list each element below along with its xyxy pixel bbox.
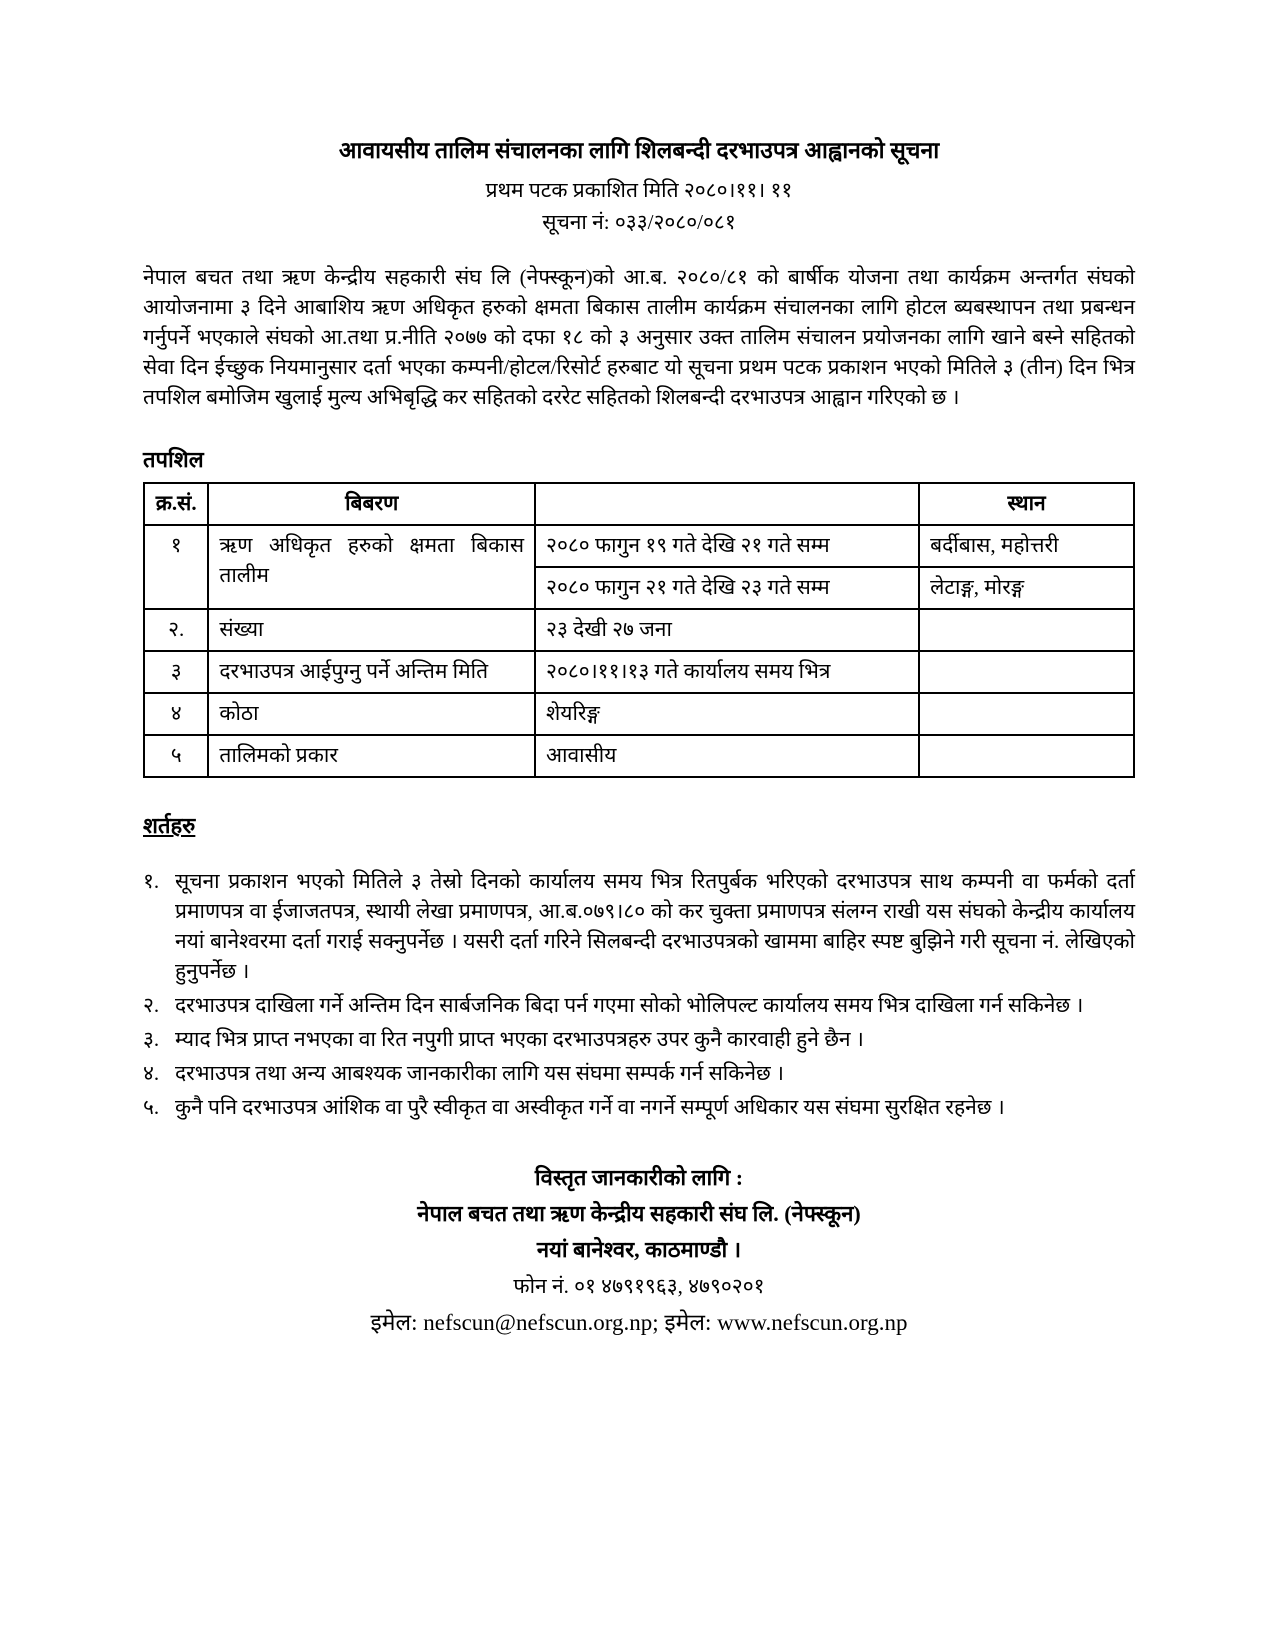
cell-description: संख्या (208, 609, 535, 651)
header-cell-middle (535, 483, 919, 525)
list-item-number: १. (143, 869, 160, 893)
cell-location (919, 693, 1134, 735)
list-item-number: २. (143, 993, 160, 1017)
organization-address: नयां बानेश्वर, काठमाण्डौ । (536, 1237, 742, 1262)
intro-paragraph: नेपाल बचत तथा ऋण केन्द्रीय सहकारी संघ लि (नेफ्स्कून)को आ.ब. २०८०/८१ को बार्षीक योजना तथा कार्यक्रम अन्तर्गत संघको आयोजनामा ३ दिने आबाशिय ऋण अधिकृत हरुको क्षमता बिकास तालीम कार्यक्रम संचालनका लागि होटल ब्यबस्थापन तथा प्रबन्धन गर्नुपर्ने भएकाले संघको आ.तथा प्र.नीति २०७७ को दफा १८ को ३ अनुसार उक्त तालिम संचालन प्रयोजनका लागि खाने बस्ने सहितको सेवा दिन ईच्छुक नियमानुसार दर्ता भएका कम्पनी/होटल/रिसोर्ट हरुबाट यो सूचना प्रथम पटक प्रकाशन भएको मितिले ३ (तीन) दिन भित्र तपशिल बमोजिम खुलाई मुल्य अभिबृद्धि कर सहितको दररेट सहितको शिलबन्दी दरभाउपत्र आह्वान गरिएको छ । (143, 265, 1135, 409)
published-date-line: प्रथम पटक प्रकाशित मिति २०८०।११। ११ (485, 178, 793, 202)
list-item (143, 866, 1135, 986)
phone-line: फोन नं. ०१ ४७९१९६३, ४७९०२०१ (513, 1274, 765, 1298)
table-row (144, 609, 1134, 651)
details-table (143, 482, 1135, 778)
cell-description: कोठा (208, 693, 535, 735)
cell-description: दरभाउपत्र आईपुग्नु पर्ने अन्तिम मिति (208, 651, 535, 693)
organization-name: नेपाल बचत तथा ऋण केन्द्रीय सहकारी संघ लि. (नेफ्स्कून) (417, 1201, 861, 1226)
table-row (144, 693, 1134, 735)
cell-sn: ३ (144, 651, 208, 693)
list-item-text: म्याद भित्र प्राप्त नभएका वा रित नपुगी प्राप्त भएका दरभाउपत्रहरु उपर कुनै कारवाही हुने छैन । (175, 1027, 864, 1051)
header-cell-sn: क्र.सं. (144, 483, 208, 525)
details-heading: तपशिल (143, 447, 204, 472)
cell-date: २०८० फागुन १९ गते देखि २१ गते सम्म (535, 525, 919, 567)
cell-description: ऋण अधिकृत हरुको क्षमता बिकास तालीम (208, 525, 535, 609)
cell-sn: २. (144, 609, 208, 651)
list-item-text: कुनै पनि दरभाउपत्र आंशिक वा पुरै स्वीकृत वा अस्वीकृत गर्ने वा नगर्ने सम्पूर्ण अधिकार यस संघमा सुरक्षित रहनेछ । (175, 1095, 1005, 1119)
table-row (144, 525, 1134, 567)
list-item-text: सूचना प्रकाशन भएको मितिले ३ तेस्रो दिनको कार्यालय समय भित्र रितपुर्बक भरिएको दरभाउपत्र साथ कम्पनी वा फर्मको दर्ता प्रमाणपत्र वा ईजाजतपत्र, स्थायी लेखा प्रमाणपत्र, आ.ब.०७९।८० को कर चुक्ता प्रमाणपत्र संलग्न राखी यस संघको केन्द्रीय कार्यालय नयां बानेश्वरमा दर्ता गराई सक्नुपर्नेछ । यसरी दर्ता गरिने सिलबन्दी दरभाउपत्रको खाममा बाहिर स्पष्ट बुझिने गरी सूचना नं. लेखिएको हुनुपर्नेछ । (175, 869, 1135, 983)
header-cell-location: स्थान (919, 483, 1134, 525)
table-header-row (144, 483, 1134, 525)
cell-sn: १ (144, 525, 208, 609)
contact-heading: विस्तृत जानकारीको लागि : (534, 1165, 744, 1190)
email-line: इमेल: nefscun@nefscun.org.np; इमेल: www.nefscun.org.np (370, 1310, 908, 1335)
list-item-text: दरभाउपत्र तथा अन्य आबश्यक जानकारीका लागि यस संघमा सम्पर्क गर्न सकिनेछ । (175, 1061, 784, 1085)
terms-list (143, 866, 1135, 1122)
list-item-number: ३. (143, 1027, 160, 1051)
cell-location (919, 735, 1134, 777)
document-header (143, 136, 1135, 238)
table-row (144, 651, 1134, 693)
cell-sn: ५ (144, 735, 208, 777)
notice-number-line: सूचना नं: ०३३/२०८०/०८१ (542, 210, 736, 234)
terms-heading: शर्तहरु (143, 813, 196, 838)
list-item-number: ४. (143, 1061, 160, 1085)
cell-location: बर्दीबास, महोत्तरी (919, 525, 1134, 567)
cell-location (919, 651, 1134, 693)
list-item-number: ५. (143, 1095, 160, 1119)
table-row (144, 735, 1134, 777)
cell-value: २३ देखी २७ जना (535, 609, 919, 651)
notice-title: आवायसीय तालिम संचालनका लागि शिलबन्दी दरभाउपत्र आह्वानको सूचना (338, 138, 940, 163)
cell-value: आवासीय (535, 735, 919, 777)
cell-location (919, 609, 1134, 651)
cell-value: २०८०।११।१३ गते कार्यालय समय भित्र (535, 651, 919, 693)
list-item (143, 1024, 1135, 1054)
cell-sn: ४ (144, 693, 208, 735)
cell-value: शेयरिङ्ग (535, 693, 919, 735)
list-item (143, 1058, 1135, 1088)
list-item (143, 990, 1135, 1020)
cell-location: लेटाङ्ग, मोरङ्ग (919, 567, 1134, 609)
list-item-text: दरभाउपत्र दाखिला गर्ने अन्तिम दिन सार्बजनिक बिदा पर्न गएमा सोको भोलिपल्ट कार्यालय समय भित्र दाखिला गर्न सकिनेछ । (175, 993, 1084, 1017)
contact-block (143, 1160, 1135, 1342)
list-item (143, 1092, 1135, 1122)
header-cell-description: बिबरण (208, 483, 535, 525)
cell-description: तालिमको प्रकार (208, 735, 535, 777)
cell-date: २०८० फागुन २१ गते देखि २३ गते सम्म (535, 567, 919, 609)
